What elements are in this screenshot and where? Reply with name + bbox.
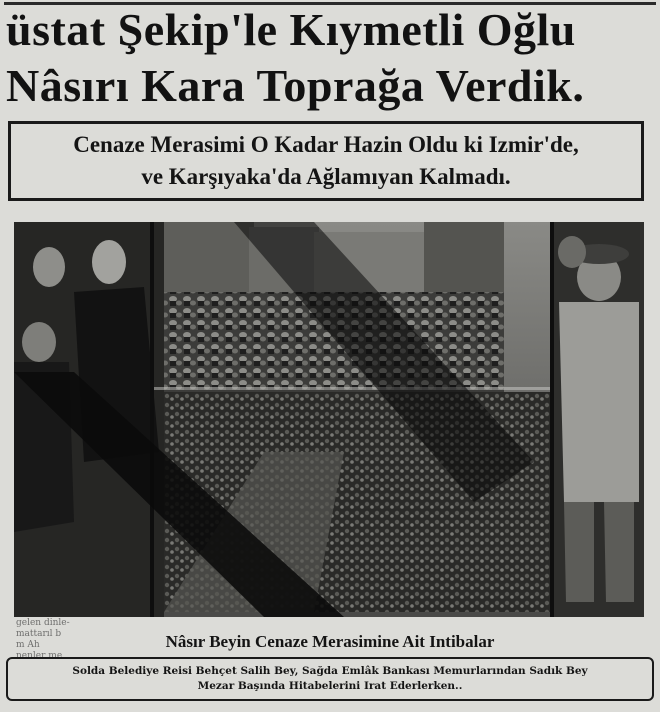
photo-illustration [14,222,644,617]
subheadline-line-1: Cenaze Merasimi O Kadar Hazin Oldu ki Izmir'de, [73,132,579,157]
headline-line-2: Nâsırı Kara Toprağa Verdik. [6,60,585,111]
side-text-line: gelen dinle- [16,618,70,628]
funeral-crowd-photo [14,222,644,617]
headline-line-1: üstat Şekip'le Kıymetli Oğlu [6,4,576,55]
side-text-line: m Ah [16,640,40,650]
caption-title: Nâsır Beyin Cenaze Merasimine Ait Intibalar [165,632,495,651]
caption-line-2: Mezar Başında Hitabelerini Irat Ederlerken.. [197,680,463,692]
subheadline-line-2: ve Karşıyaka'da Ağlamıyan Kalmadı. [141,164,511,189]
caption-line-1: Solda Belediye Reisi Behçet Salih Bey, Sağda Emlâk Bankası Memurlarından Sadık Bey [72,665,588,677]
subheadline-box [8,121,644,201]
side-text-line: mattarıl b [16,629,62,639]
side-text-line: nenler me [16,651,63,661]
caption-box [6,657,654,701]
